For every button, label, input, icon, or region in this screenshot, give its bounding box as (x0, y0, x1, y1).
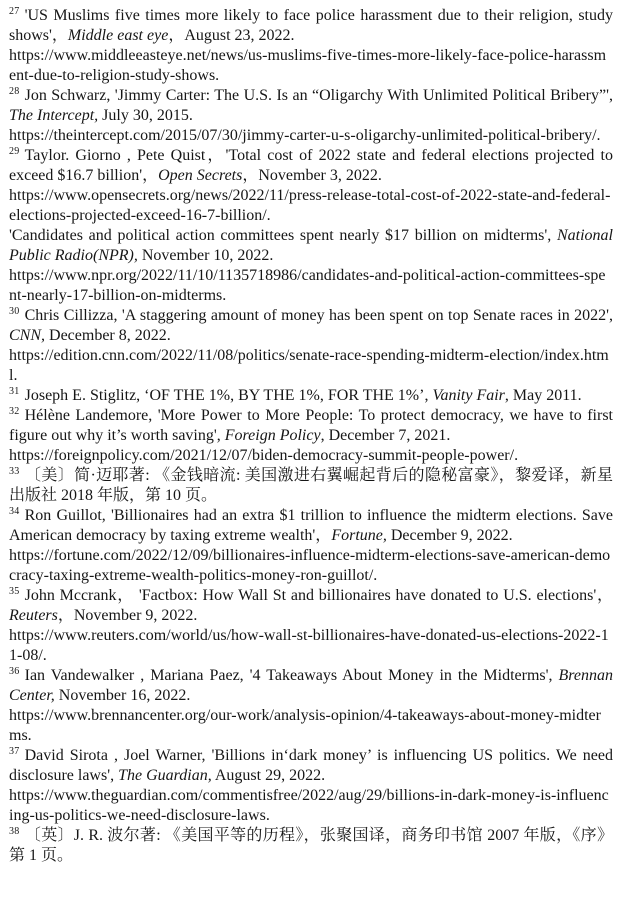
footnote-text (9, 746, 613, 786)
footnote-url (9, 546, 613, 586)
url-text: https://foreignpolicy.com/2021/12/07/biden-democracy-summit-people-power/. (9, 447, 519, 464)
footnote-item (9, 746, 613, 826)
footnote-url (9, 266, 613, 306)
footnote-number: 36 (9, 665, 20, 677)
footnote-text (9, 826, 613, 866)
footnote-item (9, 406, 613, 466)
url-text: https://www.npr.org/2022/11/10/1135718986/candidates-and-political-action-committees-spent-nearly-17-billion-on-midterms. (9, 267, 606, 304)
citation-text: ，August 23, 2022. (168, 27, 295, 44)
citation-text: 'Candidates and political action committees spent nearly $17 billion on midterms', (9, 227, 557, 244)
footnote-number: 32 (9, 405, 20, 417)
footnote-item (9, 86, 613, 146)
url-text: https://www.brennancenter.org/our-work/analysis-opinion/4-takeaways-about-money-midterms. (9, 707, 601, 744)
footnote-number: 35 (9, 585, 20, 597)
citation-text: December 9, 2022. (386, 527, 513, 544)
citation-text: July 30, 2015. (98, 107, 193, 124)
footnote-item (9, 146, 613, 306)
publication-name: Open Secrets (158, 167, 243, 184)
footnote-item (9, 506, 613, 586)
footnote-number: 33 (9, 465, 20, 477)
footnote-item (9, 826, 613, 866)
citation-text: 'US Muslims five times more likely to face police harassment due to their religion, study shows'， (9, 7, 613, 44)
footnote-item (9, 6, 613, 86)
footnote-number: 37 (9, 745, 20, 757)
citation-text: ，November 3, 2022. (242, 167, 382, 184)
citation-text: Ron Guillot, 'Billionaires had an extra $1 trillion to influence the midterm elections. Save American democracy by taxing extreme wealth'， (9, 507, 613, 544)
footnote-item (9, 386, 613, 406)
citation-text: 〔英〕J. R. 波尔著: 《美国平等的历程》，张聚国译，商务印书馆 2007 年版，《序》第 1 页。 (9, 827, 613, 864)
citation-text: , May 2011. (504, 387, 582, 404)
footnote-number: 28 (9, 85, 20, 97)
url-text: https://www.middleeasteye.net/news/us-muslims-five-times-more-likely-face-police-harassment-due-to-religion-study-shows. (9, 47, 607, 84)
citation-text: , December 7, 2021. (320, 427, 451, 444)
footnote-item (9, 586, 613, 666)
footnote-item (9, 306, 613, 386)
footnote-url (9, 626, 613, 666)
footnote-number: 27 (9, 5, 20, 17)
footnote-text (9, 6, 613, 46)
footnote-number: 31 (9, 385, 20, 397)
citation-text: Taylor. Giorno , Pete Quist，'Total cost of 2022 state and federal elections projected to exceed $16.7 billion'， (9, 147, 613, 184)
publication-name: Reuters (9, 607, 58, 624)
footnote-url (9, 126, 613, 146)
citation-text: Jon Schwarz, 'Jimmy Carter: The U.S. Is an “Oligarchy With Unlimited Political Bribery”', (24, 87, 613, 104)
footnote-url (9, 46, 613, 86)
footnote-text (9, 586, 613, 626)
citation-text: November 10, 2022. (137, 247, 274, 264)
publication-name: Foreign Policy (224, 427, 321, 444)
url-text: https://www.theguardian.com/commentisfree/2022/aug/29/billions-in-dark-money-is-influencing-us-politics-we-need-disclosure-laws. (9, 787, 609, 824)
footnote-number: 29 (9, 145, 20, 157)
citation-text: December 8, 2022. (45, 327, 171, 344)
footnote-text (9, 466, 613, 506)
url-text: https://theintercept.com/2015/07/30/jimmy-carter-u-s-oligarchy-unlimited-political-bribery/. (9, 127, 601, 144)
footnote-url (9, 186, 613, 226)
footnotes-list (9, 6, 613, 866)
footnote-url (9, 706, 613, 746)
publication-name: CNN, (9, 327, 46, 344)
footnote-item (9, 466, 613, 506)
url-text: https://fortune.com/2022/12/09/billionaires-influence-midterm-elections-save-american-democracy-taxing-extreme-wealth-politics-money-ron-guillot/. (9, 547, 611, 584)
footnote-text (9, 386, 613, 406)
footnote-url (9, 346, 613, 386)
url-text: https://edition.cnn.com/2022/11/08/politics/senate-race-spending-midterm-election/index.html. (9, 347, 609, 384)
footnote-url (9, 446, 613, 466)
citation-text: November 16, 2022. (54, 687, 191, 704)
footnote-text (9, 406, 613, 446)
publication-name: National Public Radio(NPR), (9, 227, 613, 264)
citation-text: Hélène Landemore, 'More Power to More People: To protect democracy, we have to first figure out why it’s worth saving', (9, 407, 613, 444)
publication-name: Vanity Fair (432, 387, 505, 404)
publication-name: Fortune, (331, 527, 387, 544)
citation-text: Ian Vandewalker , Mariana Paez, '4 Takeaways About Money in the Midterms', (24, 667, 559, 684)
citation-text: ，November 9, 2022. (57, 607, 198, 624)
footnote-item (9, 666, 613, 746)
footnote-text (9, 86, 613, 126)
publication-name: Middle east eye (67, 27, 169, 44)
citation-text: Chris Cillizza, 'A staggering amount of money has been spent on top Senate races in 2022', (24, 307, 613, 324)
citation-text: August 29, 2022. (211, 767, 326, 784)
footnote-text (9, 506, 613, 546)
footnote-text (9, 226, 613, 266)
citation-text: David Sirota , Joel Warner, 'Billions in‘dark money’ is influencing US politics. We need disclosure laws', (9, 747, 613, 784)
footnote-number: 30 (9, 305, 20, 317)
citation-text: Joseph E. Stiglitz, ‘OF THE 1%, BY THE 1%, FOR THE 1%’, (24, 387, 433, 404)
footnote-text (9, 146, 613, 186)
footnote-url (9, 786, 613, 826)
citation-text: John Mccrank， 'Factbox: How Wall St and billionaires have donated to U.S. elections'， (24, 587, 613, 604)
publication-name: Brennan Center, (9, 667, 613, 704)
citation-text: 〔美〕简·迈耶著: 《金钱暗流: 美国激进右翼崛起背后的隐秘富豪》，黎爱译，新星出版社 2018 年版，第 10 页。 (9, 467, 613, 504)
footnote-number: 34 (9, 505, 20, 517)
publication-name: The Intercept, (9, 107, 99, 124)
publication-name: The Guardian, (118, 767, 212, 784)
footnote-text (9, 306, 613, 346)
footnote-text (9, 666, 613, 706)
footnote-number: 38 (9, 825, 20, 837)
url-text: https://www.opensecrets.org/news/2022/11/press-release-total-cost-of-2022-state-and-federal-elections-projected-exceed-16-7-billion/. (9, 187, 611, 224)
url-text: https://www.reuters.com/world/us/how-wall-st-billionaires-have-donated-us-elections-2022-11-08/. (9, 627, 609, 664)
